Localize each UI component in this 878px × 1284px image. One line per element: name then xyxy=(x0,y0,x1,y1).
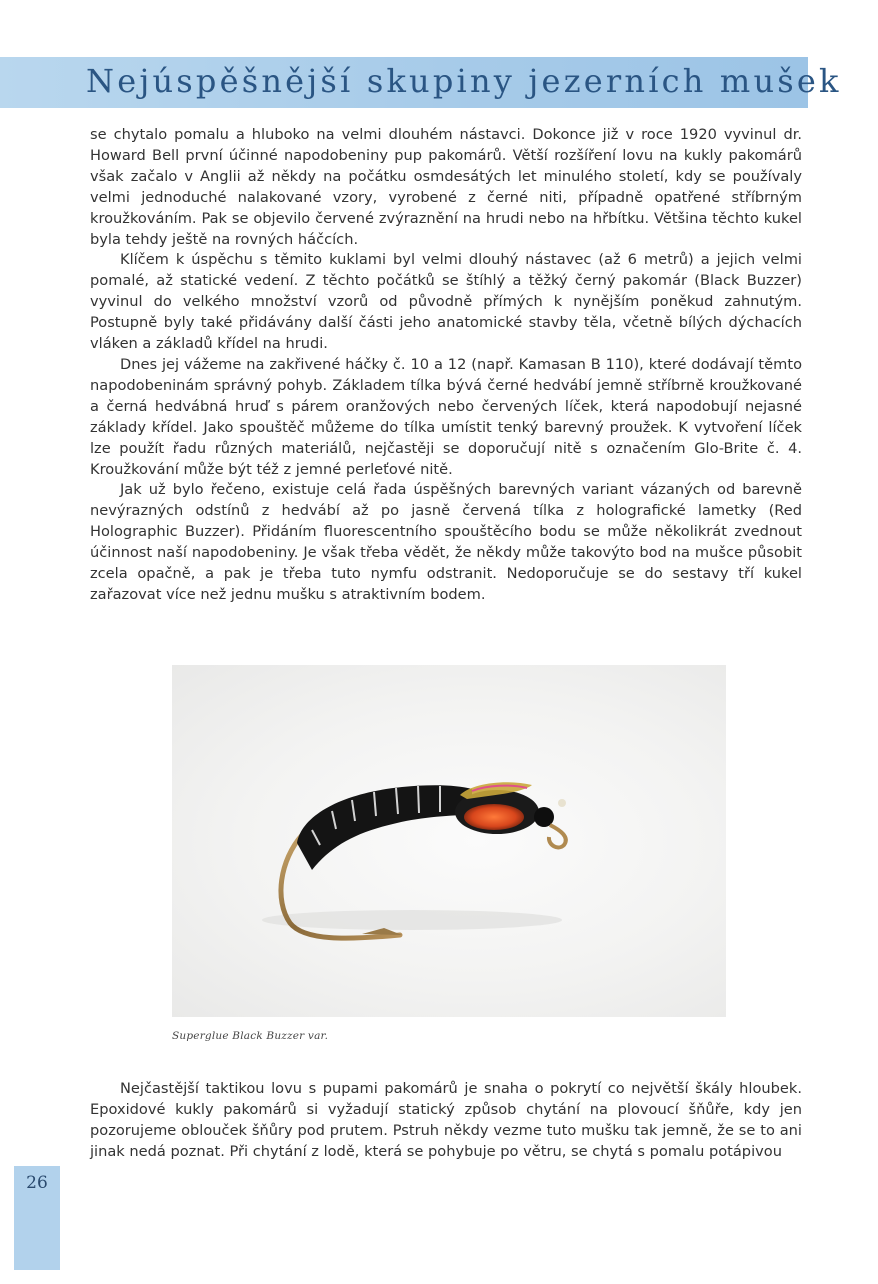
page-number: 26 xyxy=(26,1173,48,1193)
paragraph-2: Klíčem k úspěchu s těmito kuklami byl velmi dlouhý nástavec (až 6 metrů) a jejich velmi pomalé, až statické vedení. Z těchto počátků se štíhlý a těžký černý pakomár (Black Buzzer) vyvinul do velkého množství vzorů od původně přímých k nynějším poněkud zahnutým. Postupně byly také přidávány další části jeho anatomické stavby těla, včetně bílých dýchacích vláken a základů křídel na hrudi. xyxy=(90,251,802,353)
fly-photo xyxy=(172,665,726,1017)
paragraph-1: se chytalo pomalu a hluboko na velmi dlouhém nástavci. Dokonce již v roce 1920 vyvinul dr. Howard Bell první účinné napodobeniny pup pakomárů. Větší rozšíření lovu na kukly pakomárů však začalo v Anglii až někdy na počátku osmdesátých let minulého století, kdy se používaly velmi jednoduché nalakované vzory, vyrobené z černé niti, případně opatřené stříbrným kroužkováním. Pak se objevilo červené zvýraznění na hrudi nebo na hřbítku. Většina těchto kukel byla tehdy ještě na rovných háčcích. xyxy=(90,126,802,248)
paragraph-3: Dnes jej vážeme na zakřivené háčky č. 10 a 12 (např. Kamasan B 110), které dodávají těmto napodobeninám správný pohyb. Základem tílka bývá černé hedvábí jemně stříbrně kroužkované a černá hedvábná hruď s párem oranžových nebo červených líček, která napodobují nejasné základy křídel. Jako spouštěč můžeme do tílka umístit tenký barevný proužek. K vytvoření líček lze použít řadu různých materiálů, nejčastěji se doporučují nitě s označením Glo-Brite č. 4. Kroužkování může být též z jemné perleťové nitě. xyxy=(90,355,802,478)
figure-caption: Superglue Black Buzzer var. xyxy=(172,1030,329,1042)
body-text xyxy=(90,125,802,606)
paragraph-5: Nejčastější taktikou lovu s pupami pakomárů je snaha o pokrytí co největší škály hloubek. Epoxidové kukly pakomárů si vyžadují statický způsob chytání na plovoucí šňůře, kdy jen pozorujeme oblouček šňůry pod prutem. Pstruh někdy vezme tuto mušku tak jemně, že se to ani jinak nedá poznat. Při chytání z lodě, která se pohybuje po větru, se chytá s pomalu potápivou xyxy=(90,1080,802,1160)
page-title: Nejúspěšnější skupiny jezerních mušek xyxy=(86,62,842,100)
paragraph-4: Jak už bylo řečeno, existuje celá řada úspěšných barevných variant vázaných od barevně nevýrazných odstínů z hedvábí až po jasně červená tílka z holografické lametky (Red Holographic Buzzer). Přidáním fluorescentního spouštěcího bodu se může několikrát zvednout účinnost naší napodobeniny. Je však třeba vědět, že někdy může takovýto bod na mušce působit zcela opačně, a pak je třeba tuto nymfu odstranit. Nedoporučuje se do sestavy tří kukel zařazovat více než jednu mušku s atraktivním bodem. xyxy=(90,481,802,603)
bottom-text xyxy=(90,1078,802,1162)
buzzer-fly-illustration xyxy=(172,665,726,1017)
